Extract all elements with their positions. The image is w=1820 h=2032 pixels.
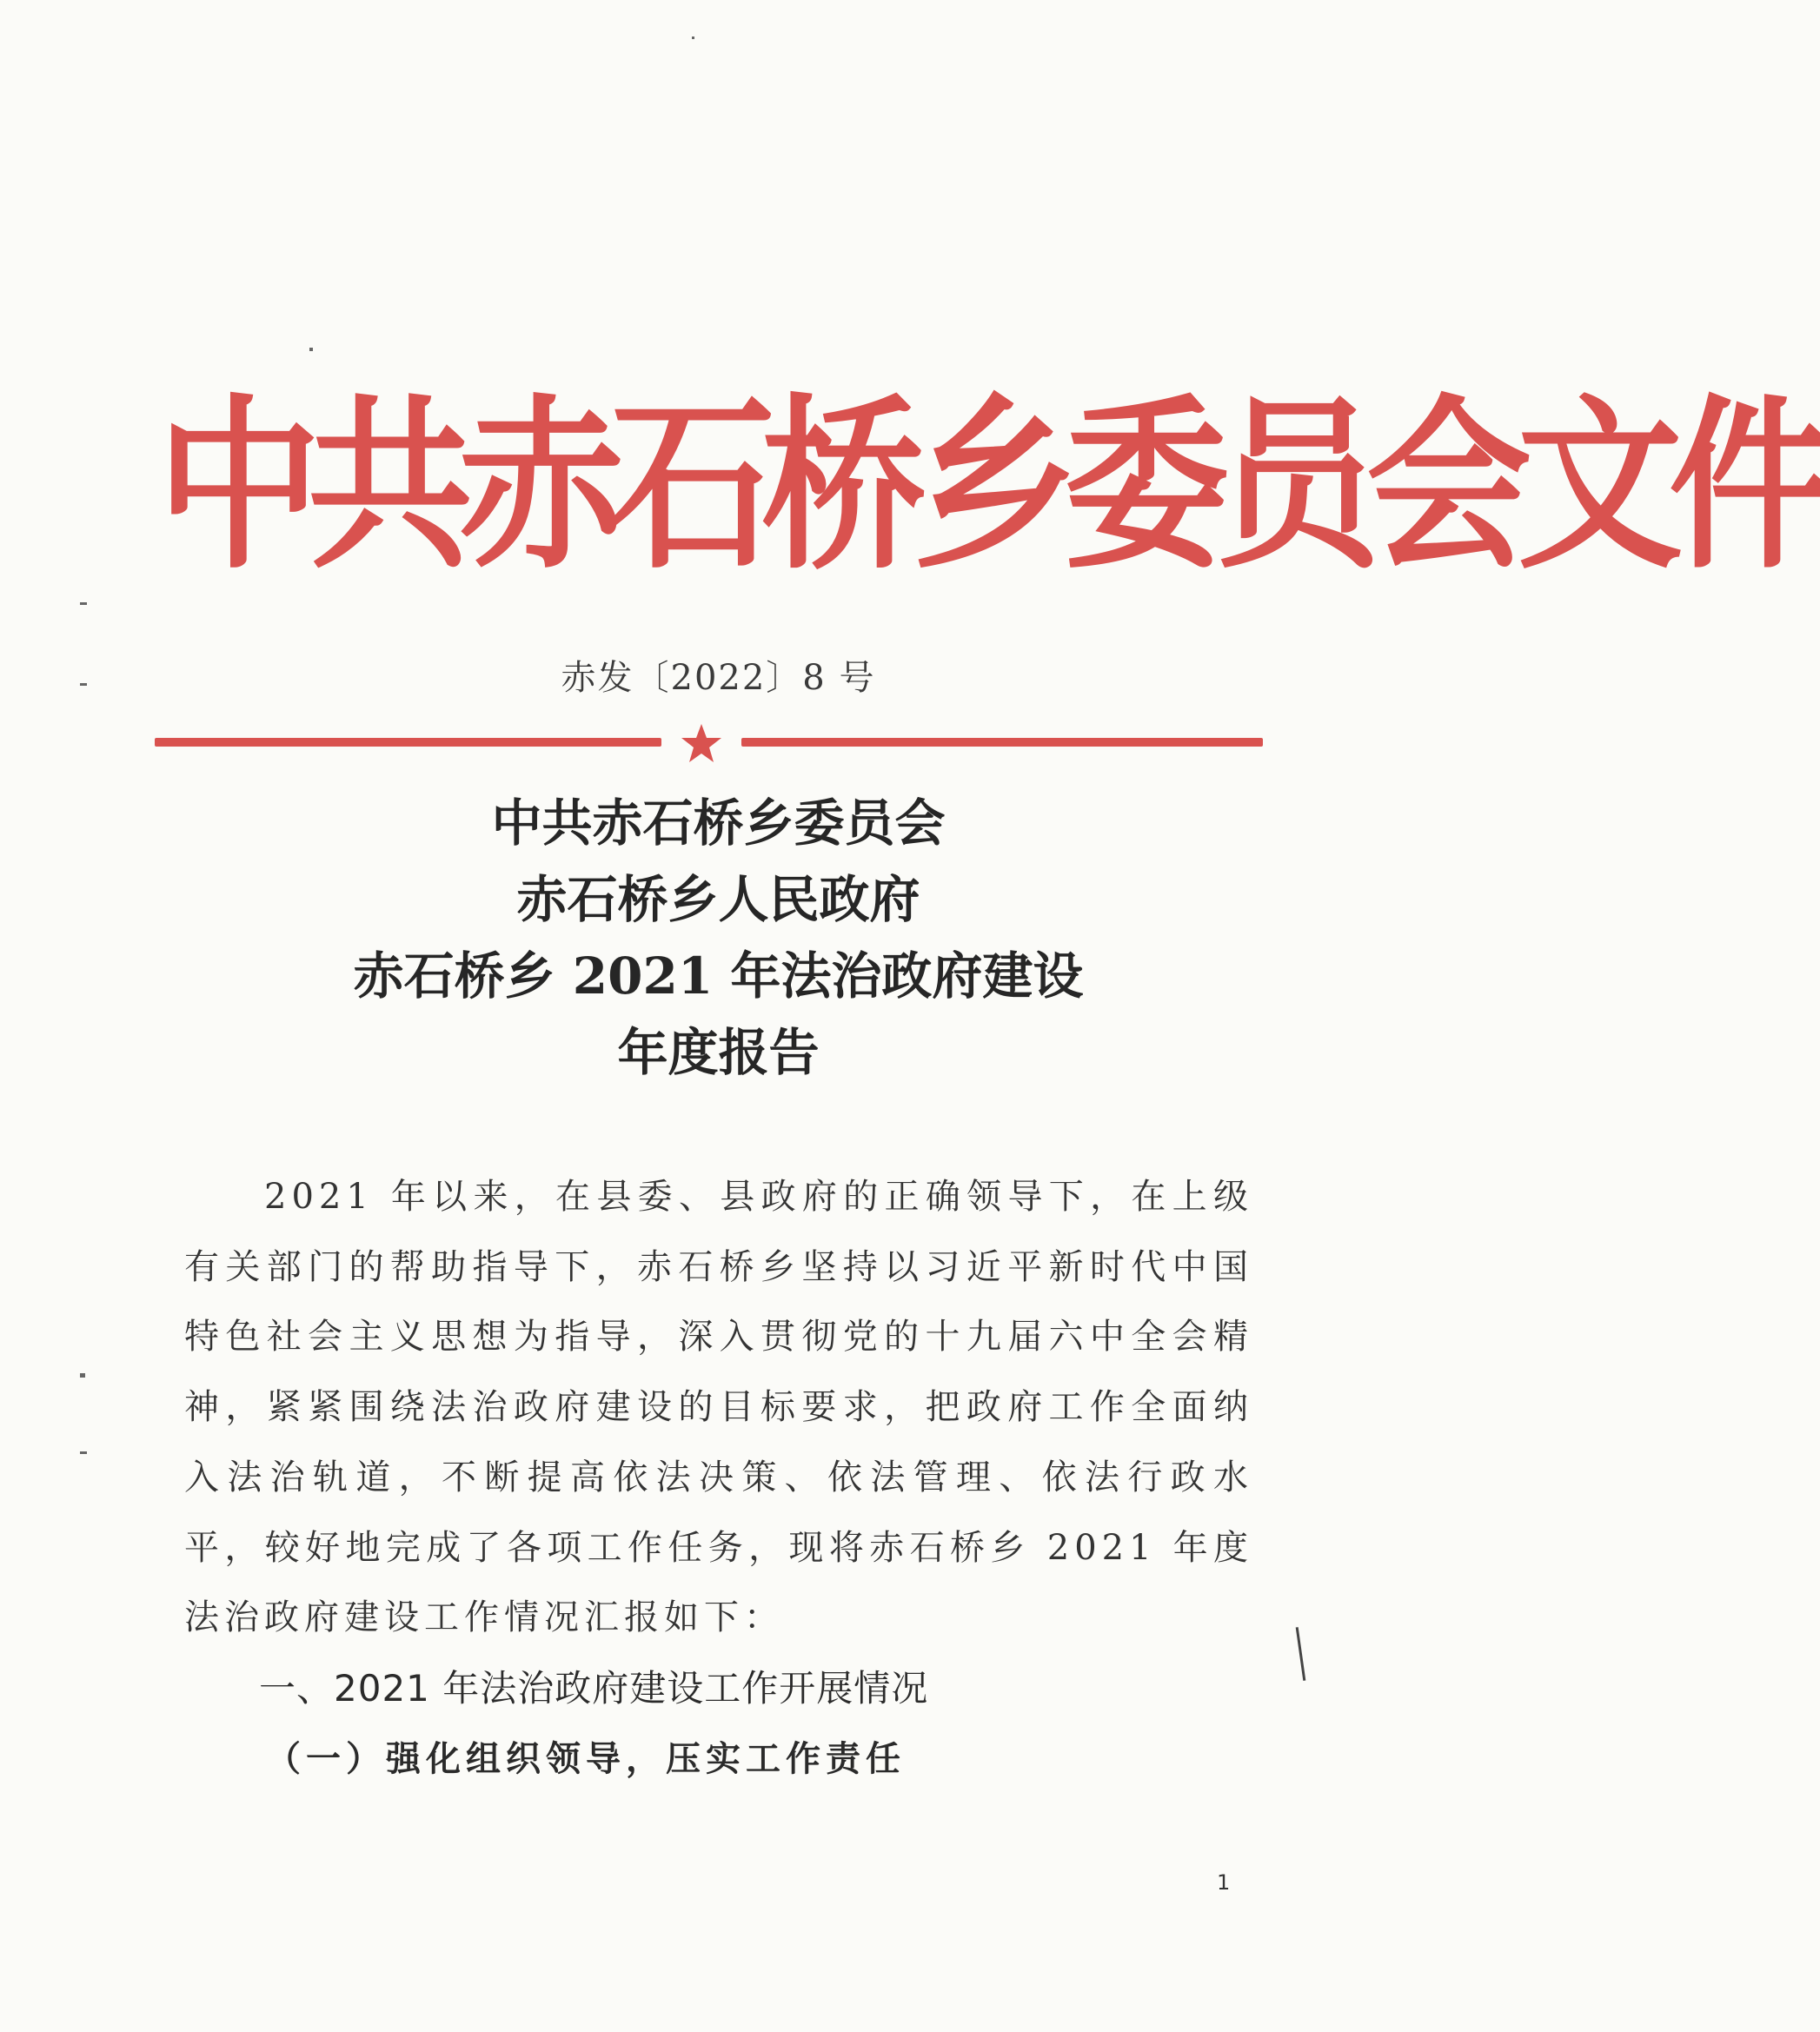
- body-paragraph: 2021 年以来，在县委、县政府的正确领导下，在上级有关部门的帮助指导下，赤石桥乡坚持以习近平新时代中国特色社会主义思想为指导，深入贯彻党的十九届六中全会精神，紧紧围绕法治政府建设的目标要求，把政府工作全面纳入法治轨道，不断提高依法决策、依法管理、依法行政水平，较好地完成了各项工作任务，现将赤石桥乡 2021 年度法治政府建设工作情况汇报如下：: [184, 1177, 1253, 1638]
- section-heading-2: （一）强化组织领导，压实工作责任: [266, 1738, 906, 1779]
- red-star-icon: [680, 722, 723, 764]
- red-rule-left: [155, 738, 661, 747]
- scan-speck: [80, 1451, 87, 1454]
- scan-speck: [309, 348, 313, 351]
- title-line-1: 中共赤石桥乡委员会: [491, 794, 946, 853]
- scan-speck: [692, 37, 694, 39]
- margin-pen-mark: [1296, 1627, 1306, 1681]
- page-number: 1: [1217, 1870, 1231, 1895]
- red-rule-right: [741, 738, 1263, 747]
- title-line-4: 年度报告: [617, 1023, 820, 1082]
- scan-speck: [80, 602, 87, 605]
- red-header-title: 中共赤石桥乡委员会文件: [156, 378, 1820, 594]
- section-heading-1: 一、2021 年法治政府建设工作开展情况: [259, 1667, 929, 1710]
- scan-speck: [80, 1373, 85, 1378]
- scan-speck: [80, 683, 87, 686]
- title-line-2: 赤石桥乡人民政府: [516, 870, 920, 929]
- document-number: 赤发〔2022〕8 号: [561, 658, 876, 698]
- title-line-3: 赤石桥乡 2021 年法治政府建设: [353, 946, 1084, 1006]
